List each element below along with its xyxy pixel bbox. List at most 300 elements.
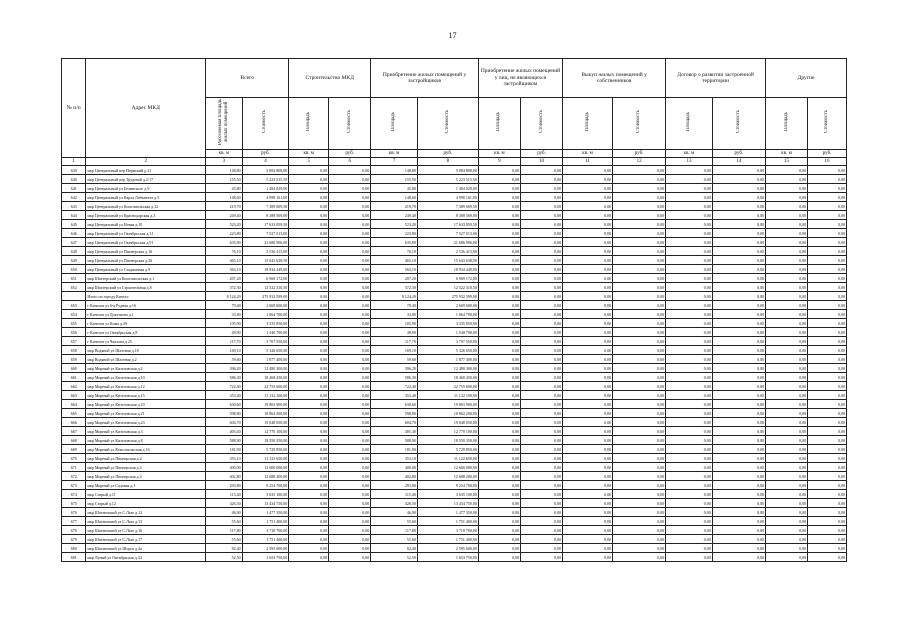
row-development-cost: 0,00	[712, 544, 765, 553]
row-other-area: 0,00	[765, 427, 807, 436]
row-development-cost: 0,00	[712, 184, 765, 193]
row-buyout-area: 0,00	[563, 265, 613, 274]
row-development-cost: 0,00	[712, 256, 765, 265]
row-other-area: 0,00	[765, 472, 807, 481]
column-number: 3	[206, 158, 243, 166]
row-other-cost: 0,00	[808, 382, 847, 391]
row-address: мкр Центральный ул Октябрьская д.91	[86, 238, 206, 247]
row-non-developer-cost: 0,00	[520, 292, 562, 301]
row-non-developer-cost: 0,00	[520, 490, 562, 499]
row-buyout-cost: 0,00	[612, 229, 665, 238]
row-number: 677	[62, 517, 86, 526]
row-number: 658	[62, 346, 86, 355]
row-number: 652	[62, 283, 86, 292]
row-total-area: 588,90	[206, 436, 243, 445]
row-buyout-area: 0,00	[563, 526, 613, 535]
row-developer-area: 426,50	[371, 499, 418, 508]
unit-cell: кв. м	[478, 150, 520, 158]
row-total-cost: 1 751 400,00	[242, 535, 289, 544]
row-developer-cost: 5 326 650,00	[417, 346, 478, 355]
row-buyout-cost: 0,00	[612, 175, 665, 184]
row-total-cost: 3 635 100,00	[242, 490, 289, 499]
row-construction-cost: 0,00	[329, 328, 371, 337]
row-buyout-cost: 0,00	[612, 553, 665, 562]
row-buyout-cost: 0,00	[612, 265, 665, 274]
row-address: мкр Мирный ул Кизеловская д.21	[86, 409, 206, 418]
row-developer-cost: 3 335 850,00	[417, 319, 478, 328]
row-non-developer-cost: 0,00	[520, 346, 562, 355]
row-non-developer-area: 0,00	[478, 328, 520, 337]
row-buyout-area: 0,00	[563, 553, 613, 562]
row-development-cost: 0,00	[712, 400, 765, 409]
column-number: 5	[289, 158, 329, 166]
row-buyout-area: 0,00	[563, 184, 613, 193]
row-development-area: 0,00	[666, 436, 713, 445]
row-construction-area: 0,00	[289, 355, 329, 364]
row-total-area: 604,70	[206, 418, 243, 427]
row-development-cost: 0,00	[712, 283, 765, 292]
header-number: № п/п	[62, 59, 86, 158]
row-developer-cost: 18 468 450,00	[417, 373, 478, 382]
row-non-developer-cost: 0,00	[520, 391, 562, 400]
row-developer-cost: 7 527 513,00	[417, 229, 478, 238]
row-construction-cost: 0,00	[329, 517, 371, 526]
row-number: 673	[62, 481, 86, 490]
row-development-area: 0,00	[666, 391, 713, 400]
row-total-area: 55,60	[206, 517, 243, 526]
row-number: 644	[62, 211, 86, 220]
table-row	[62, 553, 847, 562]
row-construction-area: 0,00	[289, 166, 329, 175]
table-row	[62, 409, 847, 418]
row-address: мкр Мирный ул Пионерская д.4	[86, 472, 206, 481]
header-other-area: Площадь	[765, 98, 807, 150]
row-construction-cost: 0,00	[329, 436, 371, 445]
row-development-area: 0,00	[666, 418, 713, 427]
row-construction-area: 0,00	[289, 427, 329, 436]
row-non-developer-area: 0,00	[478, 400, 520, 409]
row-developer-area: 396,20	[371, 364, 418, 373]
row-other-area: 0,00	[765, 256, 807, 265]
row-development-cost: 0,00	[712, 193, 765, 202]
row-development-area: 0,00	[666, 184, 713, 193]
row-construction-area: 0,00	[289, 229, 329, 238]
column-number: 10	[520, 158, 562, 166]
row-construction-area: 0,00	[289, 544, 329, 553]
row-non-developer-cost: 0,00	[520, 508, 562, 517]
header-total-cost: Стоимость	[242, 98, 289, 150]
table-row	[62, 319, 847, 328]
row-buyout-cost: 0,00	[612, 544, 665, 553]
table-row	[62, 265, 847, 274]
header-group-non-developer: Приобретение жилых помещений у лиц, не являющихся застройщиком	[478, 59, 562, 98]
row-development-area: 0,00	[666, 310, 713, 319]
row-total-area: 82,40	[206, 544, 243, 553]
row-developer-cost: 11 132 100,00	[417, 391, 478, 400]
row-developer-cost: 5 084 808,00	[417, 166, 478, 175]
row-other-area: 0,00	[765, 454, 807, 463]
row-development-cost: 0,00	[712, 355, 765, 364]
row-other-area: 0,00	[765, 265, 807, 274]
row-non-developer-area: 0,00	[478, 535, 520, 544]
row-development-cost: 0,00	[712, 175, 765, 184]
row-total-cost: 18 468 450,00	[242, 373, 289, 382]
column-number: 9	[478, 158, 520, 166]
row-total-cost: 275 932 599,00	[242, 292, 289, 301]
row-construction-cost: 0,00	[329, 373, 371, 382]
row-address: мкр Шахтинский ул С.Лазо д.16	[86, 526, 206, 535]
row-buyout-cost: 0,00	[612, 256, 665, 265]
row-buyout-area: 0,00	[563, 463, 613, 472]
row-other-cost: 0,00	[808, 193, 847, 202]
row-total-cost: 1 751 400,00	[242, 517, 289, 526]
header-other-cost: Стоимость	[808, 98, 847, 150]
row-address: мкр Центральный ул Октябрьская д.31	[86, 229, 206, 238]
row-developer-area: 49,90	[371, 328, 418, 337]
row-other-area: 0,00	[765, 517, 807, 526]
row-buyout-area: 0,00	[563, 364, 613, 373]
row-non-developer-area: 0,00	[478, 391, 520, 400]
row-total-area: 400,00	[206, 463, 243, 472]
row-development-cost: 0,00	[712, 535, 765, 544]
row-total-area: 402,80	[206, 472, 243, 481]
page-number: 17	[448, 31, 457, 40]
row-number: 641	[62, 184, 86, 193]
row-total-cost: 15 643 638,50	[242, 256, 289, 265]
row-non-developer-area: 0,00	[478, 418, 520, 427]
row-address: мкр Водяной ул Шахтная д.18	[86, 346, 206, 355]
row-number: 664	[62, 400, 86, 409]
row-non-developer-cost: 0,00	[520, 328, 562, 337]
header-construction-area: Площадь	[289, 98, 329, 150]
row-construction-cost: 0,00	[329, 364, 371, 373]
row-address: мкр Мирный ул Пионерская д.2	[86, 454, 206, 463]
row-address: мкр Центральный ул Краснодарская д.3	[86, 211, 206, 220]
row-developer-area: 635,90	[371, 238, 418, 247]
row-buyout-area: 0,00	[563, 418, 613, 427]
row-developer-cost: 5 729 850,00	[417, 445, 478, 454]
row-total-cost: 12 600 000,00	[242, 463, 289, 472]
row-development-area: 0,00	[666, 373, 713, 382]
row-buyout-area: 0,00	[563, 229, 613, 238]
row-development-area: 0,00	[666, 490, 713, 499]
row-developer-area: 630,60	[371, 400, 418, 409]
row-buyout-cost: 0,00	[612, 220, 665, 229]
row-development-cost: 0,00	[712, 238, 765, 247]
row-buyout-area: 0,00	[563, 166, 613, 175]
row-total-area: 49,90	[206, 328, 243, 337]
row-construction-area: 0,00	[289, 526, 329, 535]
row-other-cost: 0,00	[808, 526, 847, 535]
row-development-cost: 0,00	[712, 346, 765, 355]
row-buyout-area: 0,00	[563, 202, 613, 211]
row-non-developer-area: 0,00	[478, 472, 520, 481]
row-number: 655	[62, 319, 86, 328]
row-development-cost: 0,00	[712, 526, 765, 535]
row-development-area: 0,00	[666, 346, 713, 355]
row-non-developer-cost: 0,00	[520, 427, 562, 436]
row-number: 672	[62, 472, 86, 481]
row-construction-area: 0,00	[289, 409, 329, 418]
row-total-cost: 7 389 609,50	[242, 202, 289, 211]
row-buyout-area: 0,00	[563, 427, 613, 436]
row-construction-cost: 0,00	[329, 292, 371, 301]
row-buyout-area: 0,00	[563, 373, 613, 382]
row-construction-cost: 0,00	[329, 355, 371, 364]
row-number: 674	[62, 490, 86, 499]
row-development-area: 0,00	[666, 256, 713, 265]
row-buyout-area: 0,00	[563, 247, 613, 256]
row-other-area: 0,00	[765, 481, 807, 490]
row-non-developer-area: 0,00	[478, 193, 520, 202]
row-buyout-area: 0,00	[563, 409, 613, 418]
row-address: мкр Центральный ул Новая д.10	[86, 220, 206, 229]
row-non-developer-area: 0,00	[478, 247, 520, 256]
row-developer-cost: 21 686 906,00	[417, 238, 478, 247]
table-row	[62, 364, 847, 373]
row-other-area: 0,00	[765, 220, 807, 229]
row-non-developer-cost: 0,00	[520, 184, 562, 193]
table-row	[62, 400, 847, 409]
row-other-cost: 0,00	[808, 391, 847, 400]
row-buyout-cost: 0,00	[612, 535, 665, 544]
row-construction-area: 0,00	[289, 346, 329, 355]
row-other-cost: 0,00	[808, 544, 847, 553]
table-row	[62, 427, 847, 436]
row-buyout-area: 0,00	[563, 256, 613, 265]
row-buyout-cost: 0,00	[612, 508, 665, 517]
row-development-cost: 0,00	[712, 265, 765, 274]
row-construction-cost: 0,00	[329, 427, 371, 436]
row-developer-cost: 17 633 059,50	[417, 220, 478, 229]
row-buyout-cost: 0,00	[612, 193, 665, 202]
row-total-area: 630,60	[206, 400, 243, 409]
row-other-cost: 0,00	[808, 454, 847, 463]
row-number: 651	[62, 274, 86, 283]
row-development-area: 0,00	[666, 211, 713, 220]
row-development-cost: 0,00	[712, 382, 765, 391]
row-non-developer-cost: 0,00	[520, 481, 562, 490]
row-construction-cost: 0,00	[329, 535, 371, 544]
row-address: мкр Центральный ул Стадионная д.9	[86, 265, 206, 274]
column-number: 8	[417, 158, 478, 166]
row-non-developer-cost: 0,00	[520, 238, 562, 247]
row-developer-cost: 9 254 700,00	[417, 481, 478, 490]
row-non-developer-area: 0,00	[478, 436, 520, 445]
row-buyout-cost: 0,00	[612, 292, 665, 301]
row-developer-cost: 1 877 400,00	[417, 355, 478, 364]
row-total-cost: 5 729 850,00	[242, 445, 289, 454]
row-non-developer-area: 0,00	[478, 373, 520, 382]
row-construction-cost: 0,00	[329, 193, 371, 202]
table-row	[62, 193, 847, 202]
row-construction-area: 0,00	[289, 463, 329, 472]
row-number: 670	[62, 454, 86, 463]
row-construction-area: 0,00	[289, 364, 329, 373]
row-other-area: 0,00	[765, 247, 807, 256]
row-developer-cost: 1 540 700,00	[417, 328, 478, 337]
row-developer-cost: 5 223 515,50	[417, 175, 478, 184]
row-total-area: 45,80	[206, 184, 243, 193]
table-row	[62, 517, 847, 526]
row-other-cost: 0,00	[808, 508, 847, 517]
row-address: г Кизелов ул Кима д.39	[86, 319, 206, 328]
row-total-area: 426,50	[206, 499, 243, 508]
resettlement-table	[61, 58, 847, 562]
row-construction-cost: 0,00	[329, 445, 371, 454]
row-other-cost: 0,00	[808, 400, 847, 409]
row-developer-area: 55,60	[371, 535, 418, 544]
row-number: 669	[62, 445, 86, 454]
row-other-cost: 0,00	[808, 418, 847, 427]
row-total-cost: 12 522 310,50	[242, 283, 289, 292]
row-construction-area: 0,00	[289, 391, 329, 400]
row-buyout-cost: 0,00	[612, 391, 665, 400]
row-total-area: 396,20	[206, 364, 243, 373]
row-non-developer-area: 0,00	[478, 292, 520, 301]
row-other-cost: 0,00	[808, 436, 847, 445]
row-buyout-cost: 0,00	[612, 481, 665, 490]
row-construction-area: 0,00	[289, 256, 329, 265]
row-total-area: 46,90	[206, 508, 243, 517]
row-buyout-area: 0,00	[563, 517, 613, 526]
row-construction-area: 0,00	[289, 490, 329, 499]
row-address: мкр Центральный пер Пермский д.31	[86, 166, 206, 175]
row-construction-cost: 0,00	[329, 490, 371, 499]
row-developer-area: 148,80	[371, 166, 418, 175]
row-buyout-cost: 0,00	[612, 301, 665, 310]
row-development-cost: 0,00	[712, 472, 765, 481]
row-other-cost: 0,00	[808, 328, 847, 337]
row-developer-area: 249,40	[371, 211, 418, 220]
row-other-cost: 0,00	[808, 355, 847, 364]
row-buyout-area: 0,00	[563, 193, 613, 202]
row-non-developer-area: 0,00	[478, 517, 520, 526]
row-developer-cost: 15 643 638,50	[417, 256, 478, 265]
table-row	[62, 472, 847, 481]
row-address: мкр Старый д.11	[86, 490, 206, 499]
row-non-developer-area: 0,00	[478, 319, 520, 328]
row-non-developer-area: 0,00	[478, 274, 520, 283]
row-total-cost: 3 335 850,00	[242, 319, 289, 328]
table-row	[62, 283, 847, 292]
column-number: 16	[808, 158, 847, 166]
row-non-developer-area: 0,00	[478, 346, 520, 355]
row-construction-cost: 0,00	[329, 544, 371, 553]
unit-cell: кв. м	[666, 150, 713, 158]
row-buyout-area: 0,00	[563, 283, 613, 292]
row-other-area: 0,00	[765, 544, 807, 553]
row-total-cost: 1 653 750,00	[242, 553, 289, 562]
row-number: 660	[62, 364, 86, 373]
row-other-area: 0,00	[765, 373, 807, 382]
table-row	[62, 274, 847, 283]
row-development-cost: 0,00	[712, 391, 765, 400]
row-buyout-cost: 0,00	[612, 328, 665, 337]
row-other-area: 0,00	[765, 490, 807, 499]
row-non-developer-cost: 0,00	[520, 274, 562, 283]
row-development-area: 0,00	[666, 409, 713, 418]
row-developer-area: 46,90	[371, 508, 418, 517]
row-non-developer-area: 0,00	[478, 265, 520, 274]
row-developer-cost: 18 862 200,00	[417, 409, 478, 418]
row-developer-cost: 19 048 050,00	[417, 418, 478, 427]
row-other-area: 0,00	[765, 238, 807, 247]
column-number: 11	[563, 158, 613, 166]
table-row	[62, 346, 847, 355]
row-address: мкр Старый д.12	[86, 499, 206, 508]
row-non-developer-cost: 0,00	[520, 310, 562, 319]
row-number: 663	[62, 391, 86, 400]
row-buyout-area: 0,00	[563, 346, 613, 355]
row-other-cost: 0,00	[808, 310, 847, 319]
row-buyout-cost: 0,00	[612, 319, 665, 328]
row-non-developer-cost: 0,00	[520, 409, 562, 418]
row-developer-cost: 12 522 310,50	[417, 283, 478, 292]
row-buyout-cost: 0,00	[612, 445, 665, 454]
row-other-cost: 0,00	[808, 553, 847, 562]
row-total-area: 117,70	[206, 337, 243, 346]
row-developer-area: 219,70	[371, 202, 418, 211]
column-number: 7	[371, 158, 418, 166]
row-development-cost: 0,00	[712, 247, 765, 256]
table-row	[62, 463, 847, 472]
row-non-developer-cost: 0,00	[520, 220, 562, 229]
row-construction-area: 0,00	[289, 472, 329, 481]
row-other-cost: 0,00	[808, 238, 847, 247]
row-number	[62, 292, 86, 301]
table-row	[62, 382, 847, 391]
row-buyout-area: 0,00	[563, 274, 613, 283]
row-other-cost: 0,00	[808, 166, 847, 175]
row-construction-cost: 0,00	[329, 247, 371, 256]
row-total-area: 207,20	[206, 274, 243, 283]
row-total-area: 722,40	[206, 382, 243, 391]
row-number: 666	[62, 418, 86, 427]
row-other-cost: 0,00	[808, 373, 847, 382]
row-developer-area: 722,40	[371, 382, 418, 391]
row-non-developer-cost: 0,00	[520, 463, 562, 472]
row-non-developer-area: 0,00	[478, 445, 520, 454]
row-non-developer-area: 0,00	[478, 283, 520, 292]
row-buyout-area: 0,00	[563, 544, 613, 553]
row-non-developer-cost: 0,00	[520, 301, 562, 310]
row-number: 640	[62, 175, 86, 184]
row-non-developer-area: 0,00	[478, 463, 520, 472]
row-other-cost: 0,00	[808, 265, 847, 274]
row-construction-area: 0,00	[289, 337, 329, 346]
row-non-developer-area: 0,00	[478, 310, 520, 319]
row-development-area: 0,00	[666, 319, 713, 328]
column-number: 14	[712, 158, 765, 166]
row-construction-cost: 0,00	[329, 499, 371, 508]
row-buyout-area: 0,00	[563, 481, 613, 490]
row-developer-area: 465,10	[371, 256, 418, 265]
row-non-developer-cost: 0,00	[520, 382, 562, 391]
row-developer-cost: 13 434 750,00	[417, 499, 478, 508]
row-development-area: 0,00	[666, 382, 713, 391]
row-total-cost: 1 484 029,00	[242, 184, 289, 193]
row-developer-area: 148,60	[371, 193, 418, 202]
row-development-cost: 0,00	[712, 364, 765, 373]
row-construction-area: 0,00	[289, 283, 329, 292]
row-construction-cost: 0,00	[329, 301, 371, 310]
table-row	[62, 373, 847, 382]
table-row	[62, 337, 847, 346]
row-developer-cost: 3 710 700,00	[417, 526, 478, 535]
row-non-developer-cost: 0,00	[520, 373, 562, 382]
row-buyout-area: 0,00	[563, 301, 613, 310]
